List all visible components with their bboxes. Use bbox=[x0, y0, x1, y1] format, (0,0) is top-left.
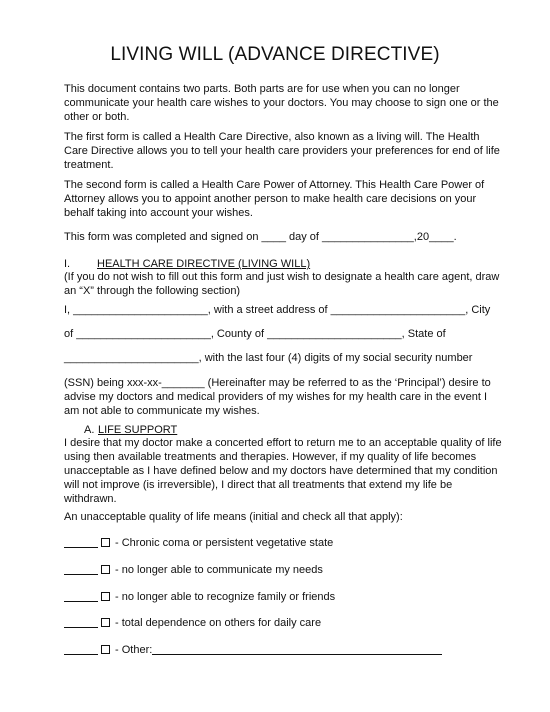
state-ssn-field-line[interactable]: ______________________, with the last four (4) digits of my social security number bbox=[64, 352, 473, 364]
checkbox-2[interactable] bbox=[101, 565, 110, 574]
life-support-paragraph: I desire that my doctor make a concerted effort to return me to an acceptable quality of life using then available treatments and therapies. However, if my quality of life becomes unacceptable as I have defined below and my doctors have determined that my condition will not improve (is irreversible), I direct that all treatments that extend my life be withdrawn. bbox=[64, 437, 502, 505]
intro-paragraph-1: This document contains two parts. Both parts are for use when you can no longer communicate your health care wishes to your doctors. You may choose to sign one or the other or both. bbox=[64, 83, 499, 123]
document-title: LIVING WILL (ADVANCE DIRECTIVE) bbox=[110, 44, 440, 65]
section-title: HEALTH CARE DIRECTIVE (LIVING WILL) bbox=[97, 258, 311, 270]
intro-paragraph-3: The second form is called a Health Care Power of Attorney. This Health Care Power of Attorney allows you to appoint another person to make health care decisions on your behalf taking into account your wishes. bbox=[64, 179, 485, 219]
option-label-2: - no longer able to communicate my needs bbox=[115, 564, 323, 576]
initial-blank-3[interactable] bbox=[64, 590, 98, 602]
section-note: (If you do not wish to fill out this form and just wish to designate a health care agent, draw an “X” through the following section) bbox=[64, 271, 500, 297]
checkbox-3[interactable] bbox=[101, 592, 110, 601]
completed-signed-line[interactable]: This form was completed and signed on ____ day of _______________,20____. bbox=[64, 231, 457, 243]
initial-blank-1[interactable] bbox=[64, 536, 98, 548]
section-number: I. bbox=[64, 258, 71, 270]
name-address-field-line[interactable]: I, ______________________, with a street address of ______________________, City bbox=[64, 304, 491, 316]
checkbox-1[interactable] bbox=[101, 538, 110, 547]
initial-blank-4[interactable] bbox=[64, 616, 98, 628]
initial-blank-2[interactable] bbox=[64, 563, 98, 575]
quality-intro: An unacceptable quality of life means (initial and check all that apply): bbox=[64, 511, 403, 523]
checkbox-4[interactable] bbox=[101, 618, 110, 627]
initial-blank-5[interactable] bbox=[64, 643, 98, 655]
option-label-5: - Other: bbox=[115, 644, 153, 656]
subsection-label: A. bbox=[84, 424, 95, 436]
ssn-paragraph: (SSN) being xxx-xx-_______ (Hereinafter may be referred to as the ‘Principal’) desire to advise my doctors and medical providers of my wishes for my health care in the event I am not able to communicate my wishes. bbox=[64, 377, 491, 417]
option-label-4: - total dependence on others for daily care bbox=[115, 617, 322, 629]
checkbox-5[interactable] bbox=[101, 645, 110, 654]
other-text-field[interactable] bbox=[152, 643, 442, 655]
option-label-3: - no longer able to recognize family or friends bbox=[115, 591, 336, 603]
city-county-field-line[interactable]: of ______________________, County of ______________________, State of bbox=[64, 328, 446, 340]
subsection-title: LIFE SUPPORT bbox=[98, 424, 178, 436]
option-label-1: - Chronic coma or persistent vegetative state bbox=[115, 537, 334, 549]
intro-paragraph-2: The first form is called a Health Care Directive, also known as a living will. The Health Care Directive allows you to tell your health care providers your preferences for end of life treatment. bbox=[64, 131, 500, 171]
